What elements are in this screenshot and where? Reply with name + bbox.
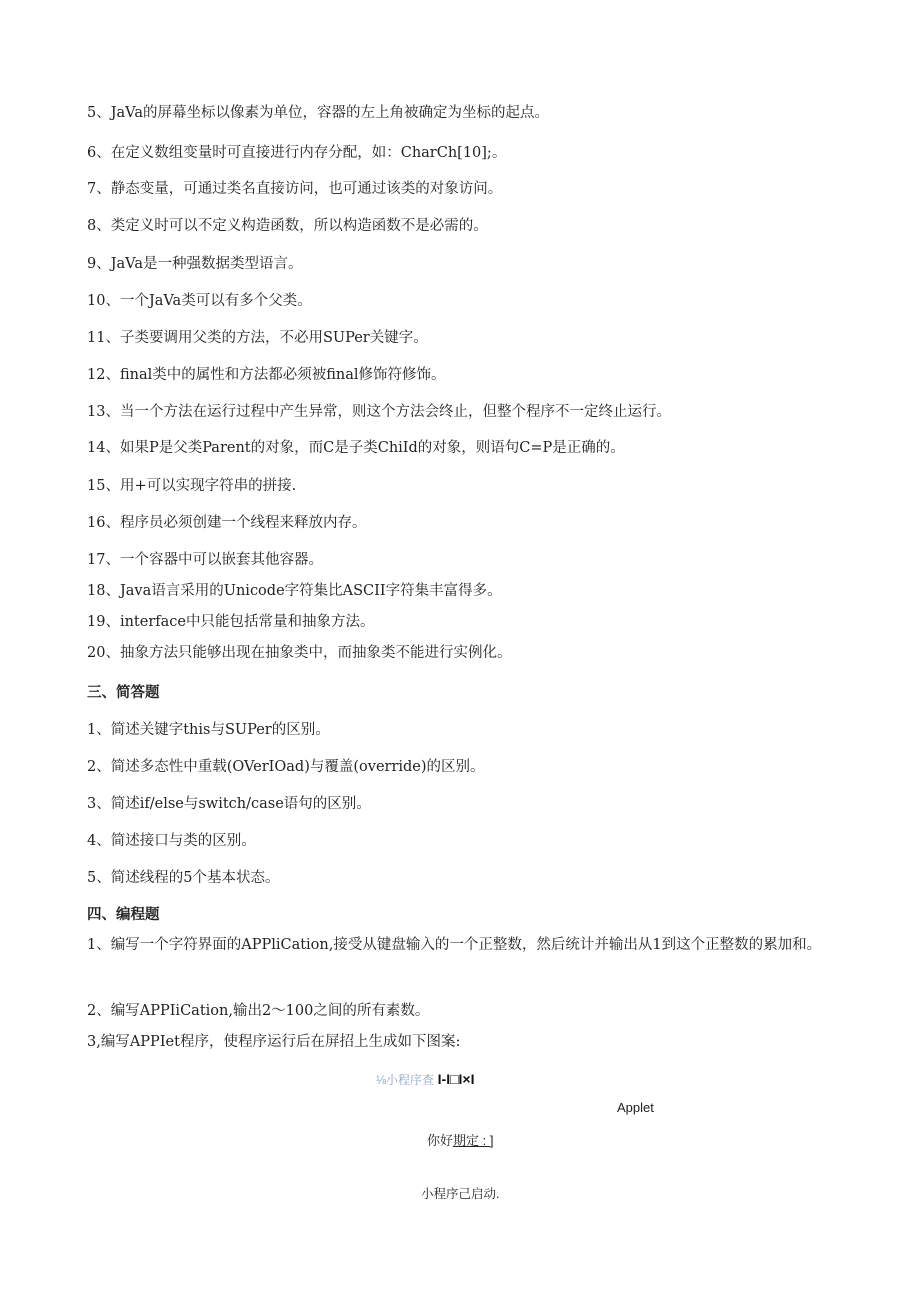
- programming-item-1: 1、编写一个字符界面的APPliCation,接受从键盘输入的一个正整数，然后统计并输出从1到这个正整数的累加和。: [87, 937, 822, 953]
- judgment-item-16: 16、程序员必须创建一个线程来释放内存。: [87, 515, 367, 531]
- applet-status-text: 小程序己启动.: [421, 1187, 500, 1201]
- applet-prompt: [427, 1130, 493, 1149]
- judgment-item-11: 11、子类要调用父类的方法，不必用SUPer关键字。: [87, 330, 428, 346]
- judgment-item-7: 7、静态变量，可通过类名直接访问，也可通过该类的对象访问。: [87, 181, 503, 197]
- applet-input-field: 期定 : ]: [453, 1133, 494, 1148]
- judgment-item-8: 8、类定义时可以不定义构造函数，所以构造函数不是必需的。: [87, 218, 488, 234]
- judgment-item-9: 9、JaVa是一种强数据类型语言。: [87, 256, 303, 272]
- judgment-item-15: 15、用+可以实现字符串的拼接.: [87, 478, 297, 494]
- short-answer-item-4: 4、简述接口与类的区别。: [87, 833, 256, 849]
- judgment-item-18: 18、Java语言采用的Unicode字符集比ASCII字符集丰富得多。: [87, 583, 502, 599]
- programming-item-3: 3,编写APPIet程序，使程序运行后在屏招上生成如下图案:: [87, 1034, 461, 1050]
- applet-window-title: [376, 1071, 475, 1088]
- judgment-item-6: 6、在定义数组变量时可直接进行内存分配，如：CharCh[10];。: [87, 145, 507, 161]
- judgment-item-10: 10、一个JaVa类可以有多个父类。: [87, 293, 312, 309]
- short-answer-item-5: 5、简述线程的5个基本状态。: [87, 870, 280, 886]
- short-answer-item-3: 3、简述if/else与switch/case语句的区别。: [87, 796, 371, 812]
- judgment-item-19: 19、interface中只能包括常量和抽象方法。: [87, 614, 375, 630]
- programming-item-2: 2、编写APPIiCation,输出2～100之间的所有素数。: [87, 1003, 430, 1019]
- judgment-item-14: 14、如果P是父类Parent的对象，而C是子类ChiId的对象，则语句C=P是正确的。: [87, 440, 625, 456]
- short-answer-item-1: 1、简述关键字this与SUPer的区别。: [87, 722, 330, 738]
- applet-label: Applet: [617, 1100, 654, 1115]
- judgment-item-20: 20、抽象方法只能够出现在抽象类中，而抽象类不能进行实例化。: [87, 645, 512, 661]
- judgment-item-13: 13、当一个方法在运行过程中产生异常，则这个方法会终止，但整个程序不一定终止运行。: [87, 404, 671, 420]
- judgment-item-5: 5、JaVa的屏幕坐标以像素为单位，容器的左上角被确定为坐标的起点。: [87, 105, 549, 121]
- section-heading-programming: 四、编程题: [87, 907, 160, 923]
- judgment-item-12: 12、final类中的属性和方法都必须被final修饰符修饰。: [87, 367, 446, 383]
- window-controls-icon: I-I□I×I: [437, 1071, 475, 1087]
- judgment-item-17: 17、一个容器中可以嵌套其他容器。: [87, 552, 323, 568]
- section-heading-short-answer: 三、简答题: [87, 685, 160, 701]
- applet-title-text: ⅛小程序查: [376, 1073, 435, 1087]
- short-answer-item-2: 2、简述多态性中重载(OVerIOad)与覆盖(override)的区别。: [87, 759, 485, 775]
- applet-prompt-text: 你好: [427, 1133, 454, 1148]
